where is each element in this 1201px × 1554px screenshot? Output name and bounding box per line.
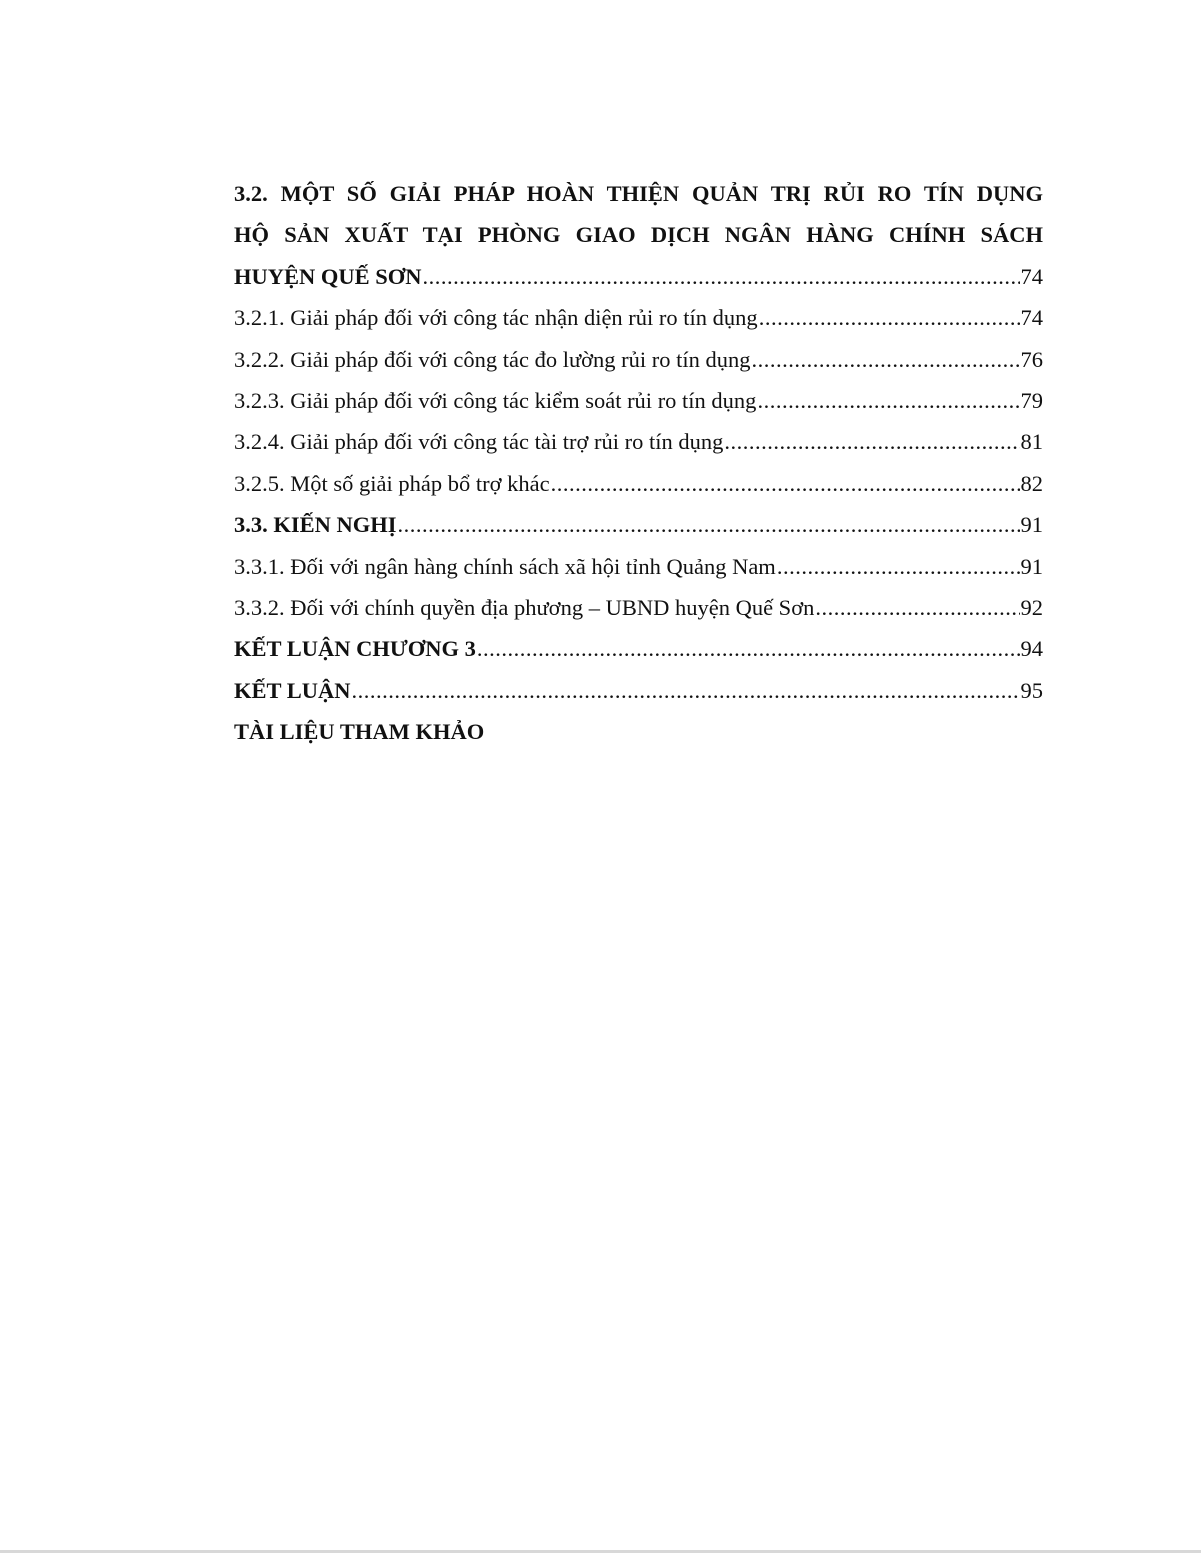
toc-page-number: 95: [1020, 677, 1043, 703]
dot-leader: [398, 504, 1020, 545]
toc-page-number: 76: [1020, 346, 1043, 372]
page-bottom-edge: [0, 1550, 1201, 1553]
toc-page-number: 79: [1020, 388, 1043, 414]
toc-entry-title: 3.2.5. Một số giải pháp bổ trợ khác: [234, 470, 550, 496]
toc-heading-entry[interactable]: [234, 256, 1043, 297]
toc-entry-chapter-3-conclusion[interactable]: [234, 628, 1043, 669]
toc-entry-3-3-1[interactable]: [234, 546, 1043, 587]
toc-entry-3-2-1[interactable]: [234, 297, 1043, 338]
toc-entry-title: 3.2.4. Giải pháp đối với công tác tài trợ rủi ro tín dụng: [234, 429, 724, 455]
toc-heading-line-3: HUYỆN QUẾ SƠN: [234, 263, 422, 289]
toc-entry-3-3[interactable]: [234, 504, 1043, 545]
toc-entry-title: 3.3.1. Đối với ngân hàng chính sách xã hội tỉnh Quảng Nam: [234, 553, 776, 579]
dot-leader: [551, 463, 1020, 504]
dot-leader: [423, 256, 1020, 297]
toc-page-number: 81: [1020, 429, 1043, 455]
toc-page-number: 91: [1020, 553, 1043, 579]
toc-entry-title: TÀI LIỆU THAM KHẢO: [234, 719, 485, 745]
toc-entry-3-2-3[interactable]: [234, 380, 1043, 421]
toc-entry-title: KẾT LUẬN CHƯƠNG 3: [234, 636, 476, 662]
dot-leader: [477, 628, 1020, 669]
toc-page-number: 91: [1020, 512, 1043, 538]
dot-leader: [757, 380, 1019, 421]
dot-leader: [777, 546, 1020, 587]
dot-leader: [759, 297, 1020, 338]
toc-heading-line-1: 3.2. MỘT SỐ GIẢI PHÁP HOÀN THIỆN QUẢN TRỊ RỦI RO TÍN DỤNG: [234, 181, 1043, 206]
toc-page-number: 82: [1020, 470, 1043, 496]
toc-entry-title: 3.2.1. Giải pháp đối với công tác nhận diện rủi ro tín dụng: [234, 305, 758, 331]
table-of-contents: [234, 173, 1043, 753]
toc-page-number: 74: [1020, 263, 1043, 289]
toc-entry-references[interactable]: [234, 711, 1043, 752]
dot-leader: [352, 670, 1020, 711]
toc-entry-3-2-5[interactable]: [234, 463, 1043, 504]
toc-entry-title: KẾT LUẬN: [234, 677, 351, 703]
toc-page-number: 94: [1020, 636, 1043, 662]
toc-entry-title: 3.3.2. Đối với chính quyền địa phương – UBND huyện Quế Sơn: [234, 595, 815, 621]
toc-entry-3-3-2[interactable]: [234, 587, 1043, 628]
toc-page-number: 74: [1020, 305, 1043, 331]
toc-entry-title: 3.2.3. Giải pháp đối với công tác kiểm soát rủi ro tín dụng: [234, 388, 757, 414]
toc-entry-conclusion[interactable]: [234, 670, 1043, 711]
toc-entry-3-2-4[interactable]: [234, 421, 1043, 462]
dot-leader: [724, 421, 1019, 462]
toc-entry-3-2-2[interactable]: [234, 339, 1043, 380]
dot-leader: [752, 339, 1020, 380]
toc-entry-title: 3.2.2. Giải pháp đối với công tác đo lường rủi ro tín dụng: [234, 346, 751, 372]
toc-entry-title: 3.3. KIẾN NGHỊ: [234, 512, 397, 538]
dot-leader: [815, 587, 1019, 628]
toc-page-number: 92: [1020, 595, 1043, 621]
toc-heading-line-2: HỘ SẢN XUẤT TẠI PHÒNG GIAO DỊCH NGÂN HÀNG CHÍNH SÁCH: [234, 222, 1043, 248]
